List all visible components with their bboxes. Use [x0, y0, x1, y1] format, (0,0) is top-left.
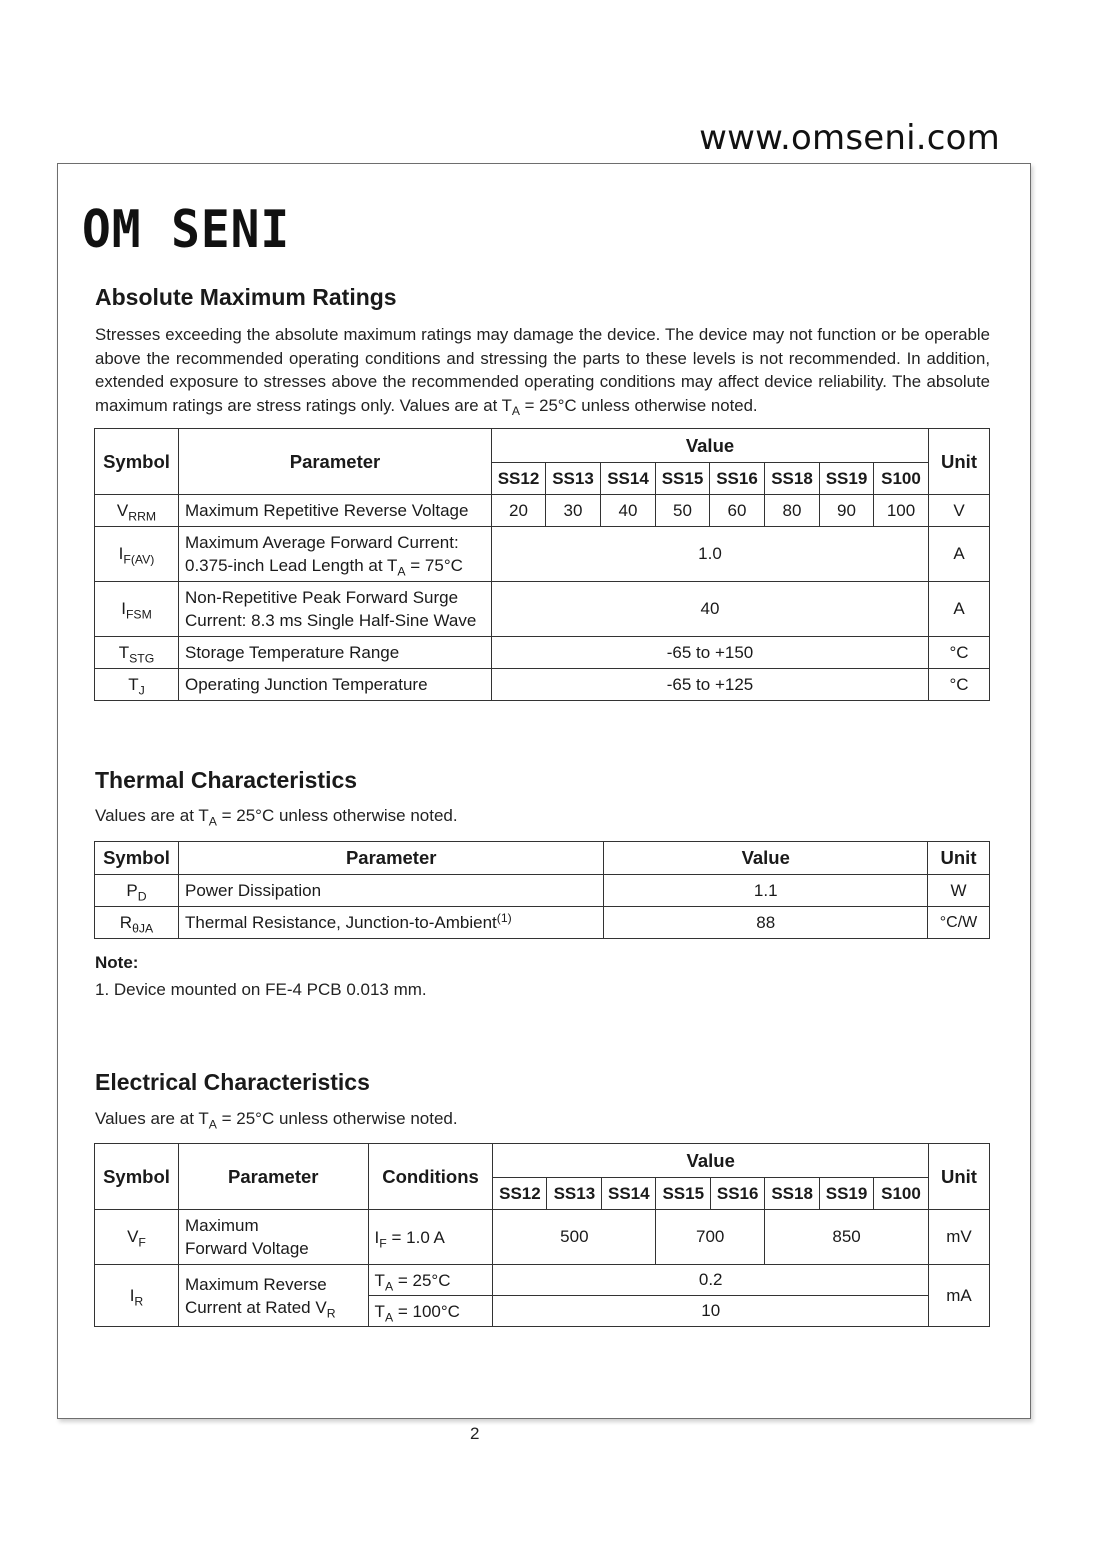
electrical-conditions: Values are at $T_A = 25^\circ C$ unless otherwise noted.	[95, 1109, 458, 1132]
parameter-cell: Maximum Average Forward Current: 0.375-inch Lead Length at $T_A = 75^\circ C$	[179, 527, 492, 582]
unit-cell: °C	[929, 669, 990, 701]
abs-max-intro: Stresses exceeding the absolute maximum ratings may damage the device. The device may not function or be operable above the recommended operating conditions and stressing the parts to these levels is not recommended. In addition, extended exposure to stresses above the recommended operating conditions may affect device reliability. The absolute maximum ratings are stress ratings only. Values are at $T_A = 25^\circ C$ unless otherwise noted.	[95, 325, 990, 418]
table-row	[95, 527, 990, 582]
value-cell: 30	[546, 495, 601, 527]
value-cell: 500	[493, 1210, 656, 1265]
parameter-cell: Maximum Forward Voltage	[178, 1210, 368, 1265]
value-cell: 100	[874, 495, 929, 527]
thermal-title: Thermal Characteristics	[95, 767, 358, 793]
th-value: Value	[492, 429, 929, 463]
value-cell: 10	[493, 1296, 929, 1327]
unit-cell: W	[928, 875, 990, 907]
value-cell: 88	[604, 907, 928, 939]
th-part: S100	[874, 1178, 929, 1210]
parameter-cell: Thermal Resistance, Junction-to-Ambient$^{(1)}$	[178, 907, 603, 939]
symbol-cell: $I_R$	[95, 1265, 179, 1327]
website-url: www.omseni.com	[699, 118, 1000, 158]
table-row	[95, 582, 990, 637]
parameter-cell: Storage Temperature Range	[179, 637, 492, 669]
note-text: 1. Device mounted on FE-4 PCB 0.013 mm.	[95, 980, 427, 999]
value-cell: 90	[820, 495, 874, 527]
th-part: SS13	[546, 463, 601, 495]
symbol-cell: $I_{FSM}$	[95, 582, 179, 637]
table-row	[95, 875, 990, 907]
th-part: SS18	[765, 1178, 820, 1210]
value-cell: 50	[656, 495, 710, 527]
th-symbol: Symbol	[95, 842, 179, 875]
th-part: SS15	[656, 1178, 711, 1210]
parameter-cell: Maximum Reverse Current at Rated $V_R$	[178, 1265, 368, 1327]
condition-cell: $T_A = 100^\circ C$	[368, 1296, 493, 1327]
symbol-cell: $V_F$	[95, 1210, 179, 1265]
symbol-cell: $R_{\theta JA}$	[95, 907, 179, 939]
unit-cell: mV	[928, 1210, 989, 1265]
value-cell: 20	[492, 495, 546, 527]
table-row	[95, 637, 990, 669]
th-part: SS19	[820, 1178, 874, 1210]
th-unit: Unit	[928, 1144, 989, 1210]
value-cell: 1.0	[492, 527, 929, 582]
parameter-cell: Power Dissipation	[178, 875, 603, 907]
th-parameter: Parameter	[179, 429, 492, 495]
electrical-title: Electrical Characteristics	[95, 1069, 370, 1095]
table-row	[95, 669, 990, 701]
table-row	[95, 1210, 990, 1265]
thermal-table	[94, 841, 990, 939]
th-part: SS18	[765, 463, 820, 495]
value-cell: 1.1	[604, 875, 928, 907]
th-parameter: Parameter	[178, 842, 603, 875]
table-row	[95, 907, 990, 939]
th-part: SS14	[602, 1178, 656, 1210]
unit-cell: V	[929, 495, 990, 527]
symbol-cell: $T_{STG}$	[95, 637, 179, 669]
value-cell: 700	[656, 1210, 765, 1265]
condition-cell: $T_A = 25^\circ C$	[368, 1265, 493, 1296]
parameter-cell: Operating Junction Temperature	[179, 669, 492, 701]
value-cell: -65 to +150	[492, 637, 929, 669]
note-heading: Note:	[95, 953, 139, 972]
th-part: SS15	[656, 463, 710, 495]
th-part: SS14	[601, 463, 656, 495]
unit-cell: °C/W	[928, 907, 990, 939]
th-part: SS16	[711, 1178, 765, 1210]
abs-max-title: Absolute Maximum Ratings	[95, 284, 397, 310]
th-conditions: Conditions	[368, 1144, 493, 1210]
th-symbol: Symbol	[95, 1144, 179, 1210]
unit-cell: A	[929, 527, 990, 582]
unit-cell: mA	[928, 1265, 989, 1327]
thermal-conditions: Values are at $T_A = 25^\circ C$ unless otherwise noted.	[95, 806, 458, 829]
value-cell: -65 to +125	[492, 669, 929, 701]
symbol-cell: $I_{F(AV)}$	[95, 527, 179, 582]
unit-cell: A	[929, 582, 990, 637]
th-symbol: Symbol	[95, 429, 179, 495]
table-row	[95, 495, 990, 527]
symbol-cell: $T_J$	[95, 669, 179, 701]
value-cell: 0.2	[493, 1265, 929, 1296]
value-cell: 80	[765, 495, 820, 527]
th-part: SS12	[493, 1178, 547, 1210]
value-cell: 40	[492, 582, 929, 637]
symbol-cell: $P_D$	[95, 875, 179, 907]
th-value: Value	[604, 842, 928, 875]
parameter-cell: Maximum Repetitive Reverse Voltage	[179, 495, 492, 527]
th-part: SS16	[710, 463, 765, 495]
electrical-table	[94, 1143, 990, 1327]
th-value: Value	[493, 1144, 929, 1178]
table-row	[95, 1265, 990, 1296]
parameter-cell: Non-Repetitive Peak Forward Surge Current: 8.3 ms Single Half-Sine Wave	[179, 582, 492, 637]
th-part: S100	[874, 463, 929, 495]
th-unit: Unit	[928, 842, 990, 875]
value-cell: 850	[765, 1210, 929, 1265]
page-number: 2	[470, 1424, 480, 1443]
th-unit: Unit	[929, 429, 990, 495]
th-parameter: Parameter	[178, 1144, 368, 1210]
th-part: SS12	[492, 463, 546, 495]
th-part: SS13	[547, 1178, 602, 1210]
abs-max-table	[94, 428, 990, 701]
brand-logo: OM SENI	[82, 200, 291, 260]
symbol-cell: $V_{RRM}$	[95, 495, 179, 527]
th-part: SS19	[820, 463, 874, 495]
unit-cell: °C	[929, 637, 990, 669]
value-cell: 40	[601, 495, 656, 527]
value-cell: 60	[710, 495, 765, 527]
condition-cell: $I_F = 1.0$ A	[368, 1210, 493, 1265]
